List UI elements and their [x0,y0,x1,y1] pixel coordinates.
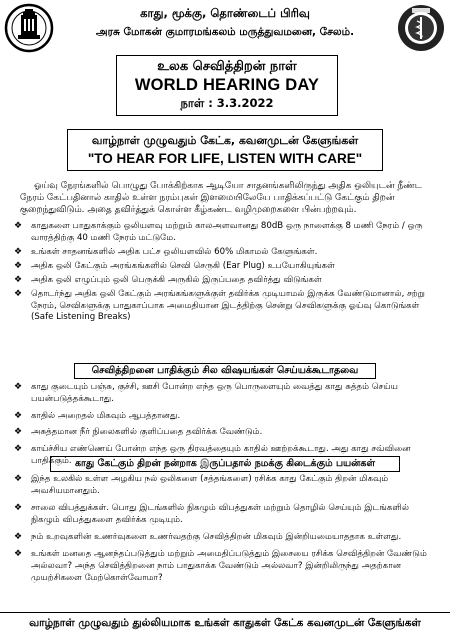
benefits-list [14,474,440,590]
title-english: WORLD HEARING DAY [134,76,320,94]
donts-heading: செவித்திறனை பாதிக்கும் சில விஷயங்கள் செய்யக்கூடாதவை [74,363,376,379]
college-emblem-logo [396,3,446,53]
footer-divider [0,612,450,613]
hospital-name: அரசு மோகன் குமாரமங்கலம் மருத்துவமனை, சேலம். [95,26,355,38]
bullet-icon: ❖ [14,427,23,438]
list-item: ❖ அதிக ஒலி எழுப்பும் ஒலி பெருக்கி அருகில் இருப்பதை தவிர்த்து விடுங்கள் [14,274,322,285]
list-item: ❖ அசுத்தமான நீர் நிலைகளில் குளிப்பதை தவிர்க்க வேண்டும். [14,427,263,438]
bullet-icon: ❖ [14,260,23,271]
bullet-icon: ❖ [14,549,23,560]
list-item: ❖ காது குடையும் பஞ்சு, குச்சி, ஊசி போன்ற எந்த ஒரு பொருளையும் வைத்து காது சுத்தம் செய்ய பயன்படுத்தக்கூடாது. [14,382,398,404]
bullet-icon: ❖ [14,474,23,484]
title-tamil: உலக செவித்திறன் நாள் [157,59,297,74]
list-item: ❖ காதில் அறைதல் மிகவும் ஆபத்தானது. [14,410,181,421]
list-item: ❖ உங்கள் சாதனங்களில் அதிக பட்ச ஒலியளவில் 60% மிகாமல் கேளுங்கள். [14,246,318,257]
intro-paragraph: ஓய்வு நேரங்களில் பொழுது போக்கிற்காக ஆடியோ சாதனங்களிலிருந்து அதிக ஒலியுடன் நீண்ட நேரம் கேட்பதினால் காதில் உள்ள நரம்புகள் இளமையிலேயே பாதிக்கப்பட்டு கேட்கும் திறன் குறைந்துவிடும். அதை தவிர்த்துக் கொள்ள கீழ்கண்ட வழிமுறைகளை பின்பற்றவும். [20,181,422,215]
header [0,0,450,54]
bullet-icon: ❖ [14,444,23,455]
bullet-icon: ❖ [14,410,23,421]
bullet-icon: ❖ [14,221,23,231]
theme-english: "TO HEAR FOR LIFE, LISTEN WITH CARE" [87,151,363,166]
theme-box [67,129,383,171]
bullet-icon: ❖ [14,246,23,257]
department-name: காது, மூக்கு, தொண்டைப் பிரிவு [140,6,310,20]
list-item: ❖ நம் உறவுகளின் உணர்வுகளை உணர்வதற்கு செவித்திறன் மிகவும் இன்றியமையாததாக உள்ளது. [14,532,402,543]
list-item: ❖ தொடர்ந்து அதிக ஒலி கேட்கும் அரங்கங்களுக்குள் தவிர்க்க முடியாமல் இருக்க வேண்டுமானால், சற்று நேரம், செவிகளுக்கு பாதுகாப்பாக அமைதியான இடத்திற்கு சென்று செவிகளுக்கு ஓய்வு கொடுங்கள் (Safe Listening Breaks) [14,288,425,323]
list-item: ❖ உங்கள் மனதை ஆனந்தப்படுத்தும் மற்றும் அமைதிப்படுத்தும் இசையை ரசிக்க செவித்திறன் வேண்டும் அல்லவா? அந்த செவித்திறனை நாம் பாதுகாக்க வேண்டும் அல்லவா? இன்றிலிருந்து அதற்கான முயற்சிகளை மேற்கொள்வோமா? [14,549,427,584]
title-box [116,55,338,116]
bullet-icon: ❖ [14,532,23,543]
tamil-nadu-emblem-logo [4,3,54,53]
bullet-icon: ❖ [14,274,23,285]
theme-tamil: வாழ்நாள் முழுவதும் கேட்க, கவனமுடன் கேளுங்கள் [91,134,359,147]
tips-list [14,221,440,326]
benefits-heading: காது கேட்கும் திறன் நன்றாக இருப்பதால் நமக்கு கிடைக்கும் பயன்கள் [50,456,400,472]
bullet-icon: ❖ [14,382,23,392]
bullet-icon: ❖ [14,503,23,514]
list-item: ❖ சாலை விபத்துக்கள். பொது இடங்களில் நிகழும் விபத்துகள் மற்றும் தொழில் செய்யும் இடங்களில் நிகழும் விபத்துகளை தவிர்க்க முடியும். [14,503,410,525]
event-date: நாள் : 3.3.2022 [180,96,274,110]
list-item: ❖ இந்த உலகில் உள்ள அழகிய நல் ஒலிகளை (சத்தங்களை) ரசிக்க காது கேட்கும் திறன் மிகவும் அவசியமானதும். [14,474,389,496]
bullet-icon: ❖ [14,288,23,299]
list-item: ❖ அதிக ஒலி கேட்கும் அரங்கங்களில் செவி செருகி (Ear Plug) உபயோகியுங்கள் [14,260,335,271]
list-item: ❖ காய்ச்சிய எண்ணெய் போன்ற எந்த ஒரு திரவத்தையும் காதில் ஊற்றக்கூடாது. அது காது சவ்வினை பாதிக்கும். [14,444,411,466]
list-item: ❖ காதுகளை பாதுகாக்கும் ஒலியளவு மற்றும் காலஅளவானது 80dB ஒரு நாளைக்கு 8 மணி நேரம் / ஒரு வாரத்திற்கு 40 மணி நேரம் மட்டுமே. [14,221,423,243]
footer-slogan: வாழ்நாள் முழுவதும் துல்லியமாக உங்கள் காதுகள் கேட்க கவனமுடன் கேளுங்கள் [29,617,421,629]
